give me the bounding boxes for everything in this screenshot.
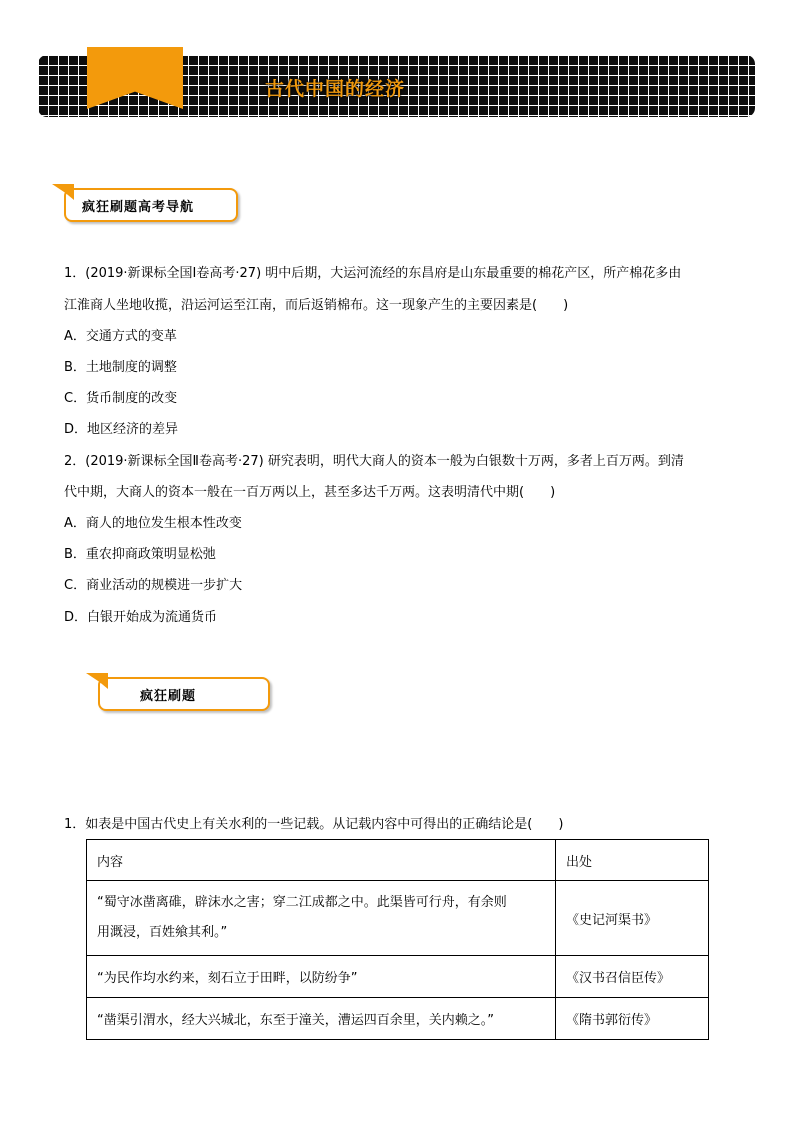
question-stem: 江淮商人坐地收揽，沿运河运至江南，而后返销棉布。这一现象产生的主要因素是( ) xyxy=(64,298,569,313)
table-header-row xyxy=(87,840,709,881)
section-title: 疯狂刷题高考导航 xyxy=(82,200,195,215)
table-cell-content xyxy=(87,881,556,956)
answer-option: B．重农抑商政策明显松弛 xyxy=(64,547,216,562)
table-row xyxy=(87,998,709,1040)
table-cell-source: 《隋书郭衍传》 xyxy=(556,998,709,1040)
answer-option: A．商人的地位发生根本性改变 xyxy=(64,516,242,531)
cell-text-line: “蜀守冰凿离碓，辟沫水之害；穿二江成都之中。此渠皆可行舟，有余则 xyxy=(97,895,507,910)
section-title: 疯狂刷题 xyxy=(140,689,197,704)
answer-option: D．地区经济的差异 xyxy=(64,422,179,437)
table-row xyxy=(87,956,709,998)
question-stem: 2．(2019·新课标全国Ⅱ卷高考·27) 研究表明，明代大商人的资本一般为白银数十万两，多者上百万两。到清 xyxy=(64,454,684,469)
answer-option: A．交通方式的变革 xyxy=(64,329,177,344)
table-cell-content: “为民作均水约来，刻石立于田畔，以防纷争” xyxy=(87,956,556,998)
answer-option: C．货币制度的改变 xyxy=(64,391,178,406)
question-stem: 代中期，大商人的资本一般在一百万两以上，甚至多达千万两。这表明清代中期( ) xyxy=(64,485,556,500)
table-cell-content: “凿渠引渭水，经大兴城北，东至于潼关，漕运四百余里，关内赖之。” xyxy=(87,998,556,1040)
cell-text-line: 用溉浸，百姓飨其利。” xyxy=(97,925,228,940)
section-label-gaokao xyxy=(64,188,238,222)
table-header-cell: 出处 xyxy=(556,840,709,881)
answer-option: B．土地制度的调整 xyxy=(64,360,177,375)
records-table xyxy=(86,839,709,1040)
table-cell-source: 《史记河渠书》 xyxy=(556,881,709,956)
table-header-cell: 内容 xyxy=(87,840,556,881)
question-stem: 1．如表是中国古代史上有关水利的一些记载。从记载内容中可得出的正确结论是( ) xyxy=(64,817,564,832)
table-cell-source: 《汉书召信臣传》 xyxy=(556,956,709,998)
tab-flag-icon xyxy=(86,673,108,689)
answer-option: C．商业活动的规模进一步扩大 xyxy=(64,578,243,593)
tab-flag-icon xyxy=(52,184,74,200)
answer-option: D．白银开始成为流通货币 xyxy=(64,610,218,625)
table-row xyxy=(87,881,709,956)
question-stem: 1．(2019·新课标全国Ⅰ卷高考·27) 明中后期，大运河流经的东昌府是山东最重要的棉花产区，所产棉花多由 xyxy=(64,266,682,281)
page-title: 古代中国的经济 xyxy=(265,78,406,100)
section-label-practice xyxy=(98,677,270,711)
